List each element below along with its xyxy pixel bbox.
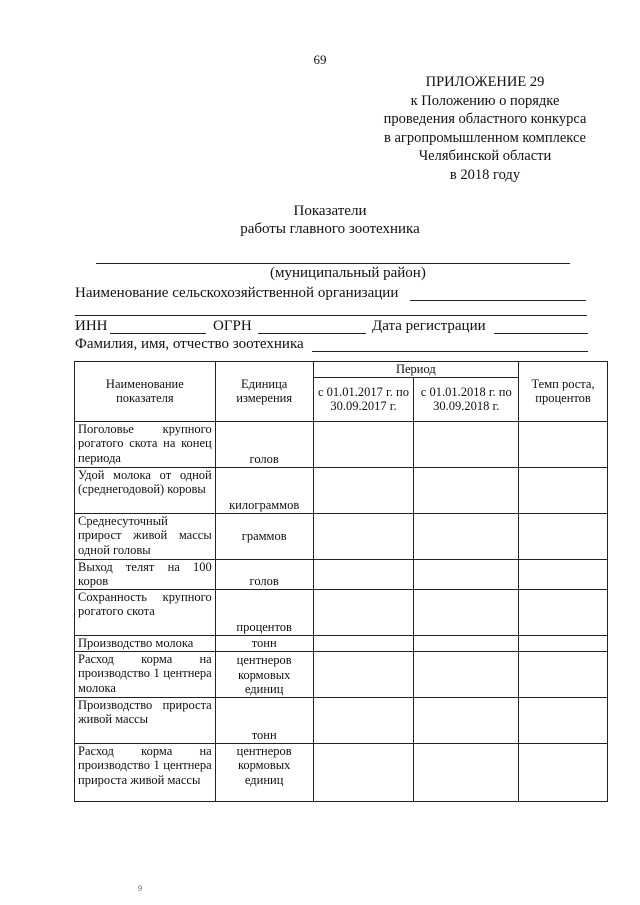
reg-date-label: Дата регистрации — [372, 318, 486, 334]
table-row — [75, 589, 608, 635]
document-title — [0, 202, 640, 238]
fio-label: Фамилия, имя, отчество зоотехника — [75, 336, 304, 352]
growth-cell[interactable] — [519, 421, 608, 467]
indicator-unit: голов — [215, 421, 313, 467]
value-2017-cell[interactable] — [313, 651, 414, 697]
growth-cell[interactable] — [519, 697, 608, 743]
appendix-line: ПРИЛОЖЕНИЕ 29 — [425, 74, 545, 90]
indicator-unit: килограммов — [215, 467, 313, 513]
table-row — [75, 635, 608, 651]
title-line: работы главного зоотехника — [240, 221, 420, 237]
page-number: 69 — [313, 52, 327, 67]
value-2018-cell[interactable] — [414, 743, 519, 801]
value-2018-cell[interactable] — [414, 559, 519, 589]
indicator-unit: голов — [215, 559, 313, 589]
indicator-name: Производство молока — [75, 635, 216, 651]
org-name-input-line[interactable] — [410, 300, 586, 301]
indicator-unit: тонн — [215, 697, 313, 743]
value-2017-cell[interactable] — [313, 589, 414, 635]
indicator-name: Поголовье крупного рогатого скота на конец периода — [75, 421, 216, 467]
growth-cell[interactable] — [519, 559, 608, 589]
indicator-unit: центнеров кормовых единиц — [215, 743, 313, 801]
growth-cell[interactable] — [519, 635, 608, 651]
indicator-name: Производство прироста живой массы — [75, 697, 216, 743]
growth-cell[interactable] — [519, 589, 608, 635]
indicator-name: Выход телят на 100 коров — [75, 559, 216, 589]
header-growth: Темп роста, процентов — [519, 362, 608, 422]
appendix-line: проведения областного конкурса — [383, 111, 587, 127]
indicator-unit: тонн — [215, 635, 313, 651]
ogrn-label: ОГРН — [213, 318, 252, 334]
indicator-name: Сохранность крупного рогатого скота — [75, 589, 216, 635]
indicator-unit: граммов — [215, 513, 313, 559]
header-period: Период — [313, 362, 519, 378]
indicator-name: Расход корма на производство 1 центнера молока — [75, 651, 216, 697]
value-2017-cell[interactable] — [313, 697, 414, 743]
inn-label: ИНН — [75, 318, 108, 334]
footer-mark: 9 — [138, 884, 142, 893]
value-2018-cell[interactable] — [414, 651, 519, 697]
district-caption: (муниципальный район) — [270, 265, 426, 281]
value-2018-cell[interactable] — [414, 513, 519, 559]
table-row — [75, 467, 608, 513]
growth-cell[interactable] — [519, 513, 608, 559]
appendix-line: к Положению о порядке — [410, 92, 560, 109]
table-row — [75, 697, 608, 743]
org-name-continuation-line[interactable] — [75, 315, 587, 316]
indicator-name: Удой молока от одной (среднегодовой) коровы — [75, 467, 216, 513]
ogrn-input-line[interactable] — [258, 333, 366, 334]
value-2018-cell[interactable] — [414, 421, 519, 467]
inn-input-line[interactable] — [110, 333, 206, 334]
appendix-line: Челябинской области — [418, 148, 552, 164]
appendix-heading — [360, 73, 610, 184]
indicator-unit: центнеров кормовых единиц — [215, 651, 313, 697]
reg-date-input-line[interactable] — [494, 333, 588, 334]
district-input-line[interactable] — [96, 263, 570, 264]
appendix-line: в агропромышленном комплексе — [383, 129, 586, 146]
fio-input-line[interactable] — [312, 351, 588, 352]
indicator-name: Расход корма на производство 1 центнера прироста живой массы — [75, 743, 216, 801]
value-2017-cell[interactable] — [313, 559, 414, 589]
value-2017-cell[interactable] — [313, 635, 414, 651]
header-period-2018: с 01.01.2018 г. по 30.09.2018 г. — [414, 377, 519, 421]
header-period-2017: с 01.01.2017 г. по 30.09.2017 г. — [313, 377, 414, 421]
org-name-label: Наименование сельскохозяйственной организации — [75, 285, 399, 301]
indicator-unit: процентов — [215, 589, 313, 635]
value-2017-cell[interactable] — [313, 513, 414, 559]
table-row — [75, 651, 608, 697]
indicator-name: Среднесуточный прирост живой массы одной головы — [75, 513, 216, 559]
value-2018-cell[interactable] — [414, 467, 519, 513]
growth-cell[interactable] — [519, 651, 608, 697]
value-2018-cell[interactable] — [414, 635, 519, 651]
header-unit: Единица измерения — [215, 362, 313, 422]
growth-cell[interactable] — [519, 743, 608, 801]
value-2017-cell[interactable] — [313, 743, 414, 801]
value-2017-cell[interactable] — [313, 421, 414, 467]
indicators-table — [74, 361, 608, 802]
table-row — [75, 421, 608, 467]
table-row — [75, 743, 608, 801]
value-2017-cell[interactable] — [313, 467, 414, 513]
table-row — [75, 513, 608, 559]
value-2018-cell[interactable] — [414, 697, 519, 743]
value-2018-cell[interactable] — [414, 589, 519, 635]
title-line: Показатели — [293, 203, 367, 219]
table-row — [75, 559, 608, 589]
growth-cell[interactable] — [519, 467, 608, 513]
header-indicator: Наименование показателя — [75, 362, 216, 422]
appendix-line: в 2018 году — [449, 166, 521, 183]
